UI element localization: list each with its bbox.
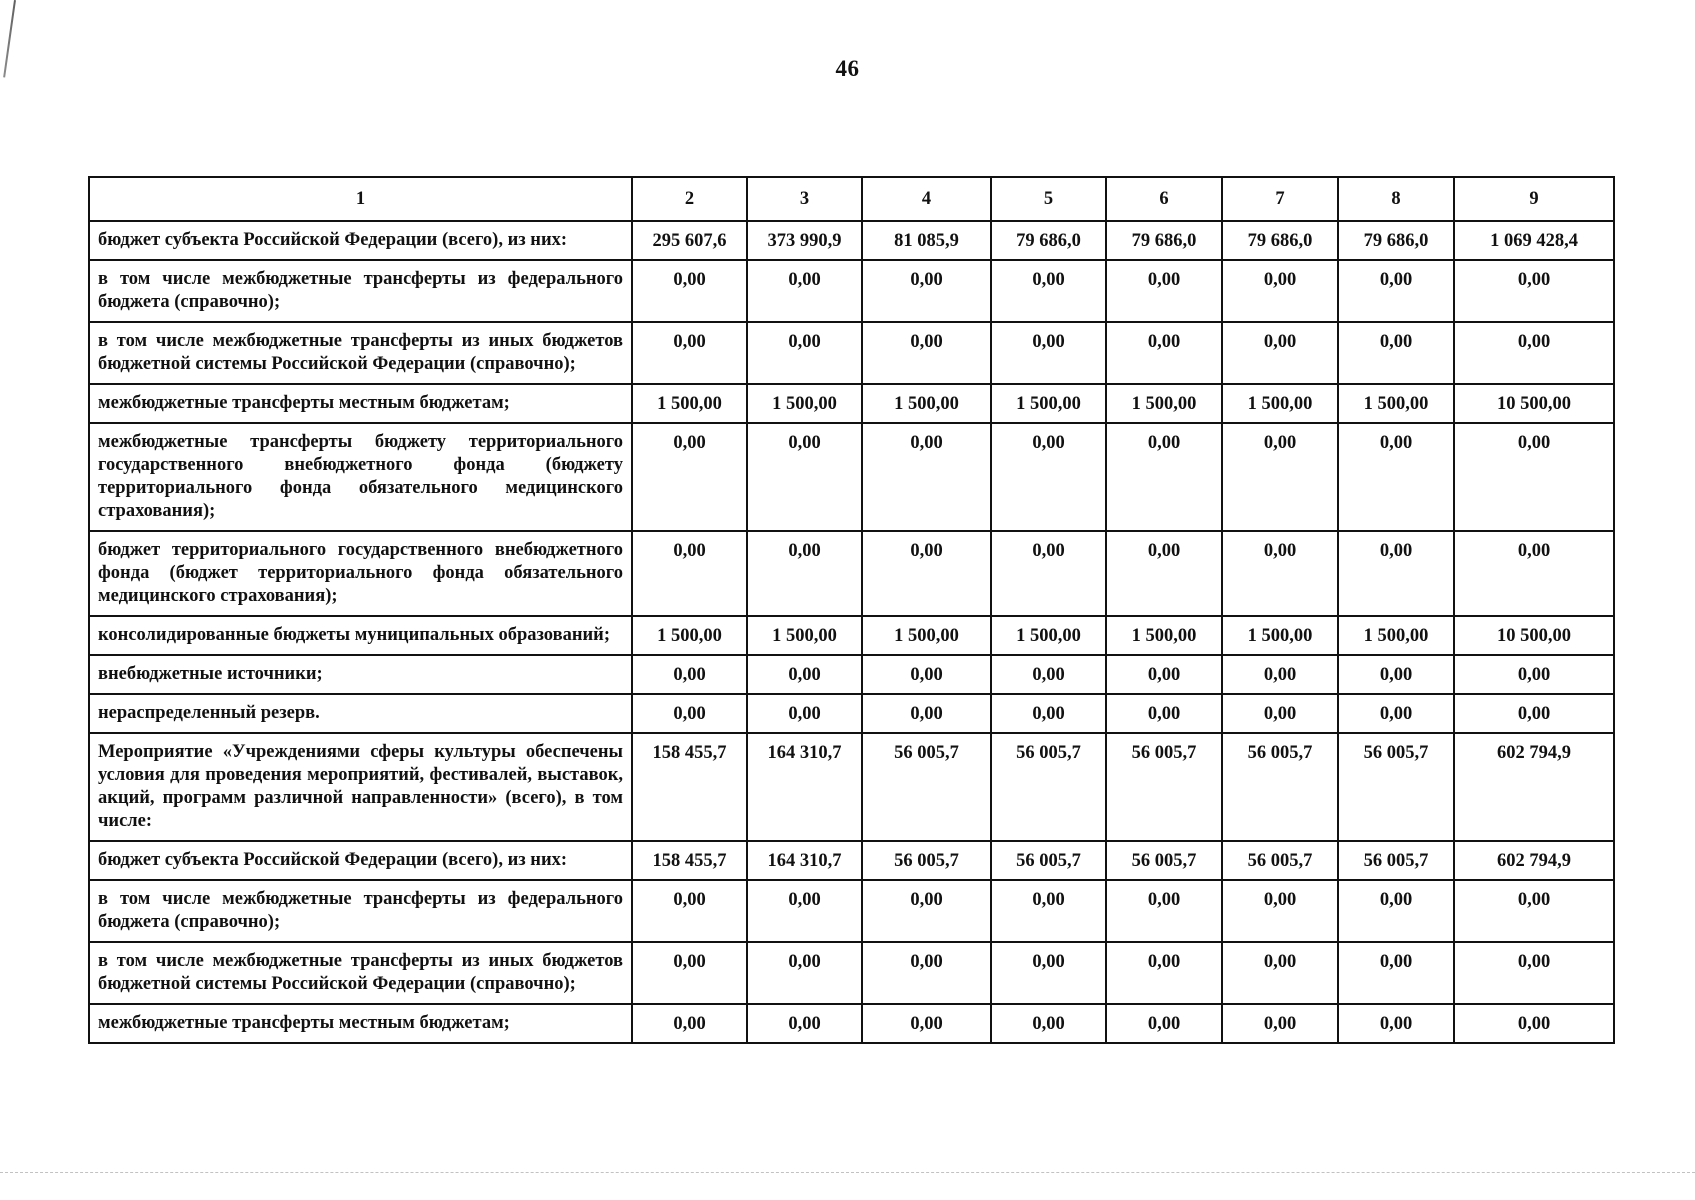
value-cell: 56 005,7: [1222, 733, 1338, 841]
value-cell: 0,00: [1106, 423, 1222, 531]
value-cell: 0,00: [1454, 655, 1614, 694]
table-row: [89, 733, 1614, 841]
row-label: нераспределенный резерв.: [89, 694, 632, 733]
row-label: межбюджетные трансферты бюджету территориального государственного внебюджетного фонда (бюджету территориального фонда обязательного медицинского страхования);: [89, 423, 632, 531]
table-row: [89, 384, 1614, 423]
row-label: в том числе межбюджетные трансферты из федерального бюджета (справочно);: [89, 880, 632, 942]
table-row: [89, 1004, 1614, 1043]
value-cell: 158 455,7: [632, 841, 747, 880]
value-cell: 56 005,7: [862, 841, 991, 880]
value-cell: 0,00: [1338, 655, 1454, 694]
value-cell: 295 607,6: [632, 221, 747, 260]
value-cell: 0,00: [747, 694, 862, 733]
row-label: бюджет территориального государственного внебюджетного фонда (бюджет территориального фонда обязательного медицинского страхования);: [89, 531, 632, 616]
value-cell: 56 005,7: [991, 733, 1106, 841]
value-cell: 0,00: [991, 880, 1106, 942]
row-label: бюджет субъекта Российской Федерации (всего), из них:: [89, 221, 632, 260]
row-label: межбюджетные трансферты местным бюджетам;: [89, 1004, 632, 1043]
value-cell: 0,00: [1106, 880, 1222, 942]
value-cell: 10 500,00: [1454, 384, 1614, 423]
value-cell: 0,00: [1222, 260, 1338, 322]
value-cell: 0,00: [632, 322, 747, 384]
scan-bottom-edge: [0, 1172, 1695, 1173]
column-header: 9: [1454, 177, 1614, 221]
value-cell: 0,00: [632, 655, 747, 694]
value-cell: 10 500,00: [1454, 616, 1614, 655]
value-cell: 1 500,00: [862, 384, 991, 423]
value-cell: 0,00: [1454, 423, 1614, 531]
value-cell: 0,00: [747, 880, 862, 942]
value-cell: 164 310,7: [747, 733, 862, 841]
value-cell: 0,00: [991, 531, 1106, 616]
value-cell: 602 794,9: [1454, 841, 1614, 880]
value-cell: 1 500,00: [991, 616, 1106, 655]
value-cell: 0,00: [747, 1004, 862, 1043]
value-cell: 0,00: [1222, 880, 1338, 942]
column-header: 5: [991, 177, 1106, 221]
table-row: [89, 531, 1614, 616]
value-cell: 0,00: [1106, 655, 1222, 694]
value-cell: 56 005,7: [862, 733, 991, 841]
table-row: [89, 942, 1614, 1004]
value-cell: 0,00: [862, 260, 991, 322]
value-cell: 0,00: [991, 694, 1106, 733]
value-cell: 0,00: [862, 694, 991, 733]
value-cell: 0,00: [1338, 531, 1454, 616]
value-cell: 0,00: [632, 880, 747, 942]
value-cell: 79 686,0: [1338, 221, 1454, 260]
row-label: в том числе межбюджетные трансферты из федерального бюджета (справочно);: [89, 260, 632, 322]
column-header: 6: [1106, 177, 1222, 221]
value-cell: 1 500,00: [1106, 384, 1222, 423]
value-cell: 0,00: [1454, 694, 1614, 733]
value-cell: 0,00: [991, 260, 1106, 322]
value-cell: 0,00: [747, 531, 862, 616]
column-header: 2: [632, 177, 747, 221]
value-cell: 79 686,0: [991, 221, 1106, 260]
table-body: [89, 177, 1614, 1043]
value-cell: 0,00: [1106, 322, 1222, 384]
value-cell: 79 686,0: [1222, 221, 1338, 260]
value-cell: 1 500,00: [991, 384, 1106, 423]
value-cell: 1 500,00: [1106, 616, 1222, 655]
value-cell: 0,00: [1454, 1004, 1614, 1043]
value-cell: 0,00: [1222, 694, 1338, 733]
table-row: [89, 655, 1614, 694]
column-header: 8: [1338, 177, 1454, 221]
value-cell: 0,00: [991, 322, 1106, 384]
value-cell: 0,00: [1454, 942, 1614, 1004]
value-cell: 1 500,00: [747, 616, 862, 655]
value-cell: 0,00: [991, 942, 1106, 1004]
value-cell: 602 794,9: [1454, 733, 1614, 841]
value-cell: 0,00: [1222, 322, 1338, 384]
page-number: 46: [835, 56, 860, 81]
value-cell: 1 500,00: [632, 384, 747, 423]
value-cell: 0,00: [862, 655, 991, 694]
value-cell: 1 500,00: [1338, 616, 1454, 655]
value-cell: 0,00: [632, 942, 747, 1004]
row-label: в том числе межбюджетные трансферты из иных бюджетов бюджетной системы Российской Федерации (справочно);: [89, 942, 632, 1004]
value-cell: 0,00: [747, 655, 862, 694]
value-cell: 79 686,0: [1106, 221, 1222, 260]
row-label: консолидированные бюджеты муниципальных образований;: [89, 616, 632, 655]
table-row: [89, 322, 1614, 384]
value-cell: 0,00: [747, 423, 862, 531]
value-cell: 1 500,00: [1222, 384, 1338, 423]
value-cell: 0,00: [991, 423, 1106, 531]
value-cell: 1 500,00: [747, 384, 862, 423]
row-label: Мероприятие «Учреждениями сферы культуры обеспечены условия для проведения мероприятий, фестивалей, выставок, акций, программ различной направленности» (всего), в том числе:: [89, 733, 632, 841]
value-cell: 0,00: [1338, 322, 1454, 384]
row-label: в том числе межбюджетные трансферты из иных бюджетов бюджетной системы Российской Федерации (справочно);: [89, 322, 632, 384]
value-cell: 0,00: [1222, 942, 1338, 1004]
value-cell: 56 005,7: [1338, 841, 1454, 880]
value-cell: 0,00: [1338, 1004, 1454, 1043]
value-cell: 0,00: [632, 260, 747, 322]
value-cell: 0,00: [632, 1004, 747, 1043]
value-cell: 0,00: [1338, 880, 1454, 942]
value-cell: 0,00: [1222, 531, 1338, 616]
value-cell: 56 005,7: [1106, 733, 1222, 841]
table-row: [89, 260, 1614, 322]
value-cell: 0,00: [1454, 531, 1614, 616]
value-cell: 1 500,00: [1338, 384, 1454, 423]
value-cell: 0,00: [1454, 260, 1614, 322]
row-label: бюджет субъекта Российской Федерации (всего), из них:: [89, 841, 632, 880]
value-cell: 56 005,7: [1222, 841, 1338, 880]
funding-table-container: [88, 176, 1613, 1044]
value-cell: 56 005,7: [1338, 733, 1454, 841]
value-cell: 0,00: [862, 880, 991, 942]
funding-table: [88, 176, 1615, 1044]
value-cell: 0,00: [1338, 423, 1454, 531]
value-cell: 0,00: [1106, 260, 1222, 322]
row-label: внебюджетные источники;: [89, 655, 632, 694]
value-cell: 0,00: [1106, 694, 1222, 733]
value-cell: 158 455,7: [632, 733, 747, 841]
value-cell: 0,00: [632, 423, 747, 531]
table-header-row: [89, 177, 1614, 221]
table-row: [89, 841, 1614, 880]
value-cell: 0,00: [1106, 531, 1222, 616]
value-cell: 0,00: [1106, 942, 1222, 1004]
value-cell: 0,00: [862, 322, 991, 384]
table-row: [89, 694, 1614, 733]
column-header: 1: [89, 177, 632, 221]
value-cell: 0,00: [632, 531, 747, 616]
value-cell: 0,00: [991, 655, 1106, 694]
value-cell: 0,00: [1338, 694, 1454, 733]
value-cell: 1 500,00: [1222, 616, 1338, 655]
value-cell: 81 085,9: [862, 221, 991, 260]
row-label: межбюджетные трансферты местным бюджетам;: [89, 384, 632, 423]
value-cell: 0,00: [862, 1004, 991, 1043]
table-row: [89, 616, 1614, 655]
value-cell: 0,00: [1106, 1004, 1222, 1043]
value-cell: 0,00: [1454, 880, 1614, 942]
value-cell: 0,00: [862, 531, 991, 616]
value-cell: 0,00: [862, 423, 991, 531]
value-cell: 0,00: [1454, 322, 1614, 384]
table-row: [89, 880, 1614, 942]
value-cell: 0,00: [1222, 1004, 1338, 1043]
value-cell: 0,00: [747, 260, 862, 322]
value-cell: 1 500,00: [632, 616, 747, 655]
column-header: 4: [862, 177, 991, 221]
value-cell: 0,00: [1222, 423, 1338, 531]
value-cell: 56 005,7: [1106, 841, 1222, 880]
table-row: [89, 221, 1614, 260]
value-cell: 56 005,7: [991, 841, 1106, 880]
value-cell: 164 310,7: [747, 841, 862, 880]
value-cell: 373 990,9: [747, 221, 862, 260]
value-cell: 0,00: [632, 694, 747, 733]
column-header: 7: [1222, 177, 1338, 221]
value-cell: 1 069 428,4: [1454, 221, 1614, 260]
value-cell: 0,00: [862, 942, 991, 1004]
value-cell: 0,00: [747, 322, 862, 384]
value-cell: 1 500,00: [862, 616, 991, 655]
value-cell: 0,00: [747, 942, 862, 1004]
table-row: [89, 423, 1614, 531]
value-cell: 0,00: [1222, 655, 1338, 694]
value-cell: 0,00: [1338, 260, 1454, 322]
value-cell: 0,00: [1338, 942, 1454, 1004]
value-cell: 0,00: [991, 1004, 1106, 1043]
column-header: 3: [747, 177, 862, 221]
